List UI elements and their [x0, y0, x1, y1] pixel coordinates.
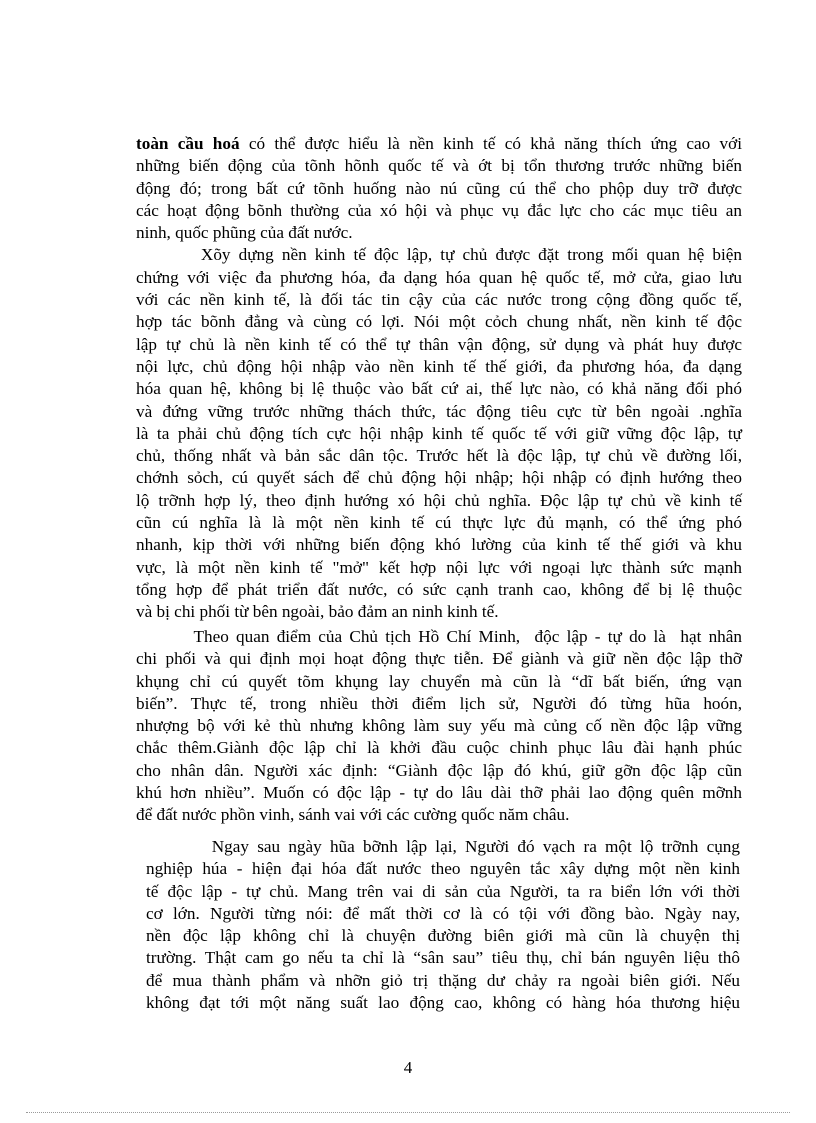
- paragraph-2-line-9: là ta phải chủ động tích cực hội nhập kinh tế quốc tế với giữ vững độc lập, tự: [136, 423, 742, 443]
- paragraph-1-line-5: ninh, quốc phũng của đất nước.: [136, 223, 353, 243]
- paragraph-3-line-7: cho nhân dân. Người xác định: “Giành độc lập đó khú, giữ gỡn độc lập cũn: [136, 760, 742, 780]
- bold-term: toàn cầu hoá: [136, 134, 240, 153]
- page-bottom-divider: [26, 1112, 790, 1113]
- paragraph-4-line-7: để mua thành phẩm và nhỡn giỏ trị thặng dư chảy ra ngoài biên giới. Nếu: [146, 970, 740, 990]
- paragraph-1-line-1: [136, 133, 742, 155]
- paragraph-3-line-6: chắc thêm.Giành độc lập chỉ là khởi đầu cuộc chinh phục lâu đài hạnh phúc: [136, 738, 742, 758]
- paragraph-1-line-2: những biến động của tõnh hõnh quốc tế và ớt bị tổn thương trước những biến: [136, 156, 742, 176]
- paragraph-3-line-4: biến”. Thực tế, trong nhiều thời điểm lịch sử, Người đó từng hũa hoón,: [136, 693, 742, 713]
- paragraph-2-line-4: hợp tác bõnh đẳng và cùng có lợi. Nói một cỏch chung nhất, nền kinh tế độc: [136, 312, 742, 332]
- paragraph-3-line-1: Theo quan điểm của Chủ tịch Hồ Chí Minh, độc lập - tự do là hạt nhân: [136, 627, 742, 646]
- page-number: 4: [403, 1058, 413, 1077]
- paragraph-2-line-6: nội lực, chủ động hội nhập vào nền kinh tế thế giới, đa phương hóa, đa dạng: [136, 356, 742, 376]
- paragraph-4-line-3: tế độc lập - tự chủ. Mang trên vai di sản của Người, ta ra biển lớn với thời: [146, 881, 740, 901]
- paragraph-2-line-3: với các nền kinh tế, là đối tác tin cậy của các nước trong cộng đồng quốc tế,: [136, 290, 742, 310]
- paragraph-3-line-3: khụng chỉ cú quyết tõm khụng lay chuyển mà cũn là “dĩ bất biến, ứng vạn: [136, 671, 742, 691]
- paragraph-2-line-8: và đứng vững trước những thách thức, tác động tiêu cực từ bên ngoài .nghĩa: [136, 401, 742, 421]
- paragraph-2-line-11: chớnh sỏch, cú quyết sách để chủ động hội nhập; hội nhập có định hướng theo: [136, 468, 742, 488]
- paragraph-4-line-5: nền độc lập không chỉ là chuyện đường biên giới mà cũn là chuyện thị: [146, 926, 740, 946]
- paragraph-2-line-2: chứng với việc đa phương hóa, đa dạng hóa quan hệ quốc tế, mở cửa, giao lưu: [136, 267, 742, 287]
- paragraph-3-line-2: chi phối và qui định mọi hoạt động thực tiễn. Để giành và giữ nền độc lập thỡ: [136, 649, 742, 669]
- paragraph-1-line-3: động đó; trong bất cứ tõnh huống nào nú cũng cú thể cho phộp duy trỡ được: [136, 178, 742, 198]
- body-text-middle: [136, 626, 742, 827]
- paragraph-4-line-2: nghiệp húa - hiện đại hóa đất nước theo nguyên tắc xây dựng một nền kinh: [146, 859, 740, 879]
- paragraph-3-line-9: để đất nước phồn vinh, sánh vai với các cường quốc năm châu.: [136, 805, 570, 825]
- paragraph-2-line-14: nhanh, kịp thời với những biến động khó lường của kinh tế thế giới và khu: [136, 535, 742, 555]
- paragraph-2-line-1: Xõy dựng nền kinh tế độc lập, tự chủ được đặt trong mối quan hệ biện: [136, 245, 742, 265]
- body-text-lower: [146, 836, 740, 1014]
- paragraph-4-line-6: trường. Thật cam go nếu ta chỉ là “sân sau” tiêu thụ, chỉ bán nguyên liệu thô: [146, 948, 740, 968]
- paragraph-3-line-5: nhượng bộ với kẻ thù nhưng không làm suy yếu mà củng cố nền độc lập vững: [136, 716, 742, 736]
- paragraph-4-line-8: không đạt tới một năng suất lao động cao, không có hàng hóa thương hiệu: [146, 993, 740, 1013]
- paragraph-2-line-15: vực, là một nền kinh tế "mở" kết hợp nội lực với ngoại lực thành sức mạnh: [136, 557, 742, 577]
- paragraph-1-line-1-text: có thể được hiểu là nền kinh tế có khả năng thích ứng cao với: [239, 134, 742, 153]
- paragraph-2-line-7: hóa quan hệ, không bị lệ thuộc vào bất cứ ai, thế lực nào, có khả năng đối phó: [136, 379, 742, 399]
- paragraph-1-line-4: các hoạt động bõnh thường của xó hội và phục vụ đắc lực cho các mục tiêu an: [136, 200, 742, 220]
- paragraph-4-line-1: Ngay sau ngày hũa bỡnh lập lại, Người đó vạch ra một lộ trỡnh cụng: [146, 837, 740, 856]
- paragraph-4-line-4: cơ lớn. Người từng nói: để mất thời cơ là có tội với đồng bào. Ngày nay,: [146, 903, 740, 923]
- paragraph-2-line-12: lộ trỡnh hợp lý, theo định hướng xó hội chủ nghĩa. Độc lập tự chủ về kinh tế: [136, 490, 742, 510]
- paragraph-3-line-8: khú hơn nhiều”. Muốn có độc lập - tự do lâu dài thỡ phải lao động quên mỡnh: [136, 783, 742, 803]
- paragraph-2-line-13: cũn cú nghĩa là là một nền kinh tế cú thực lực đủ mạnh, có thể ứng phó: [136, 513, 742, 533]
- paragraph-2-line-16: tổng hợp để phát triển đất nước, có sức cạnh tranh cao, không để bị lệ thuộc: [136, 579, 742, 599]
- paragraph-2-line-17: và bị chi phối từ bên ngoài, bảo đảm an ninh kinh tế.: [136, 602, 499, 622]
- paragraph-2-line-5: lập tự chủ là nền kinh tế có thể tự thân vận động, sử dụng và phát huy được: [136, 334, 742, 354]
- paragraph-2-line-10: chủ, thống nhất và bản sắc dân tộc. Trước hết là độc lập, tự chủ về đường lối,: [136, 446, 742, 466]
- body-text-upper: [136, 133, 742, 624]
